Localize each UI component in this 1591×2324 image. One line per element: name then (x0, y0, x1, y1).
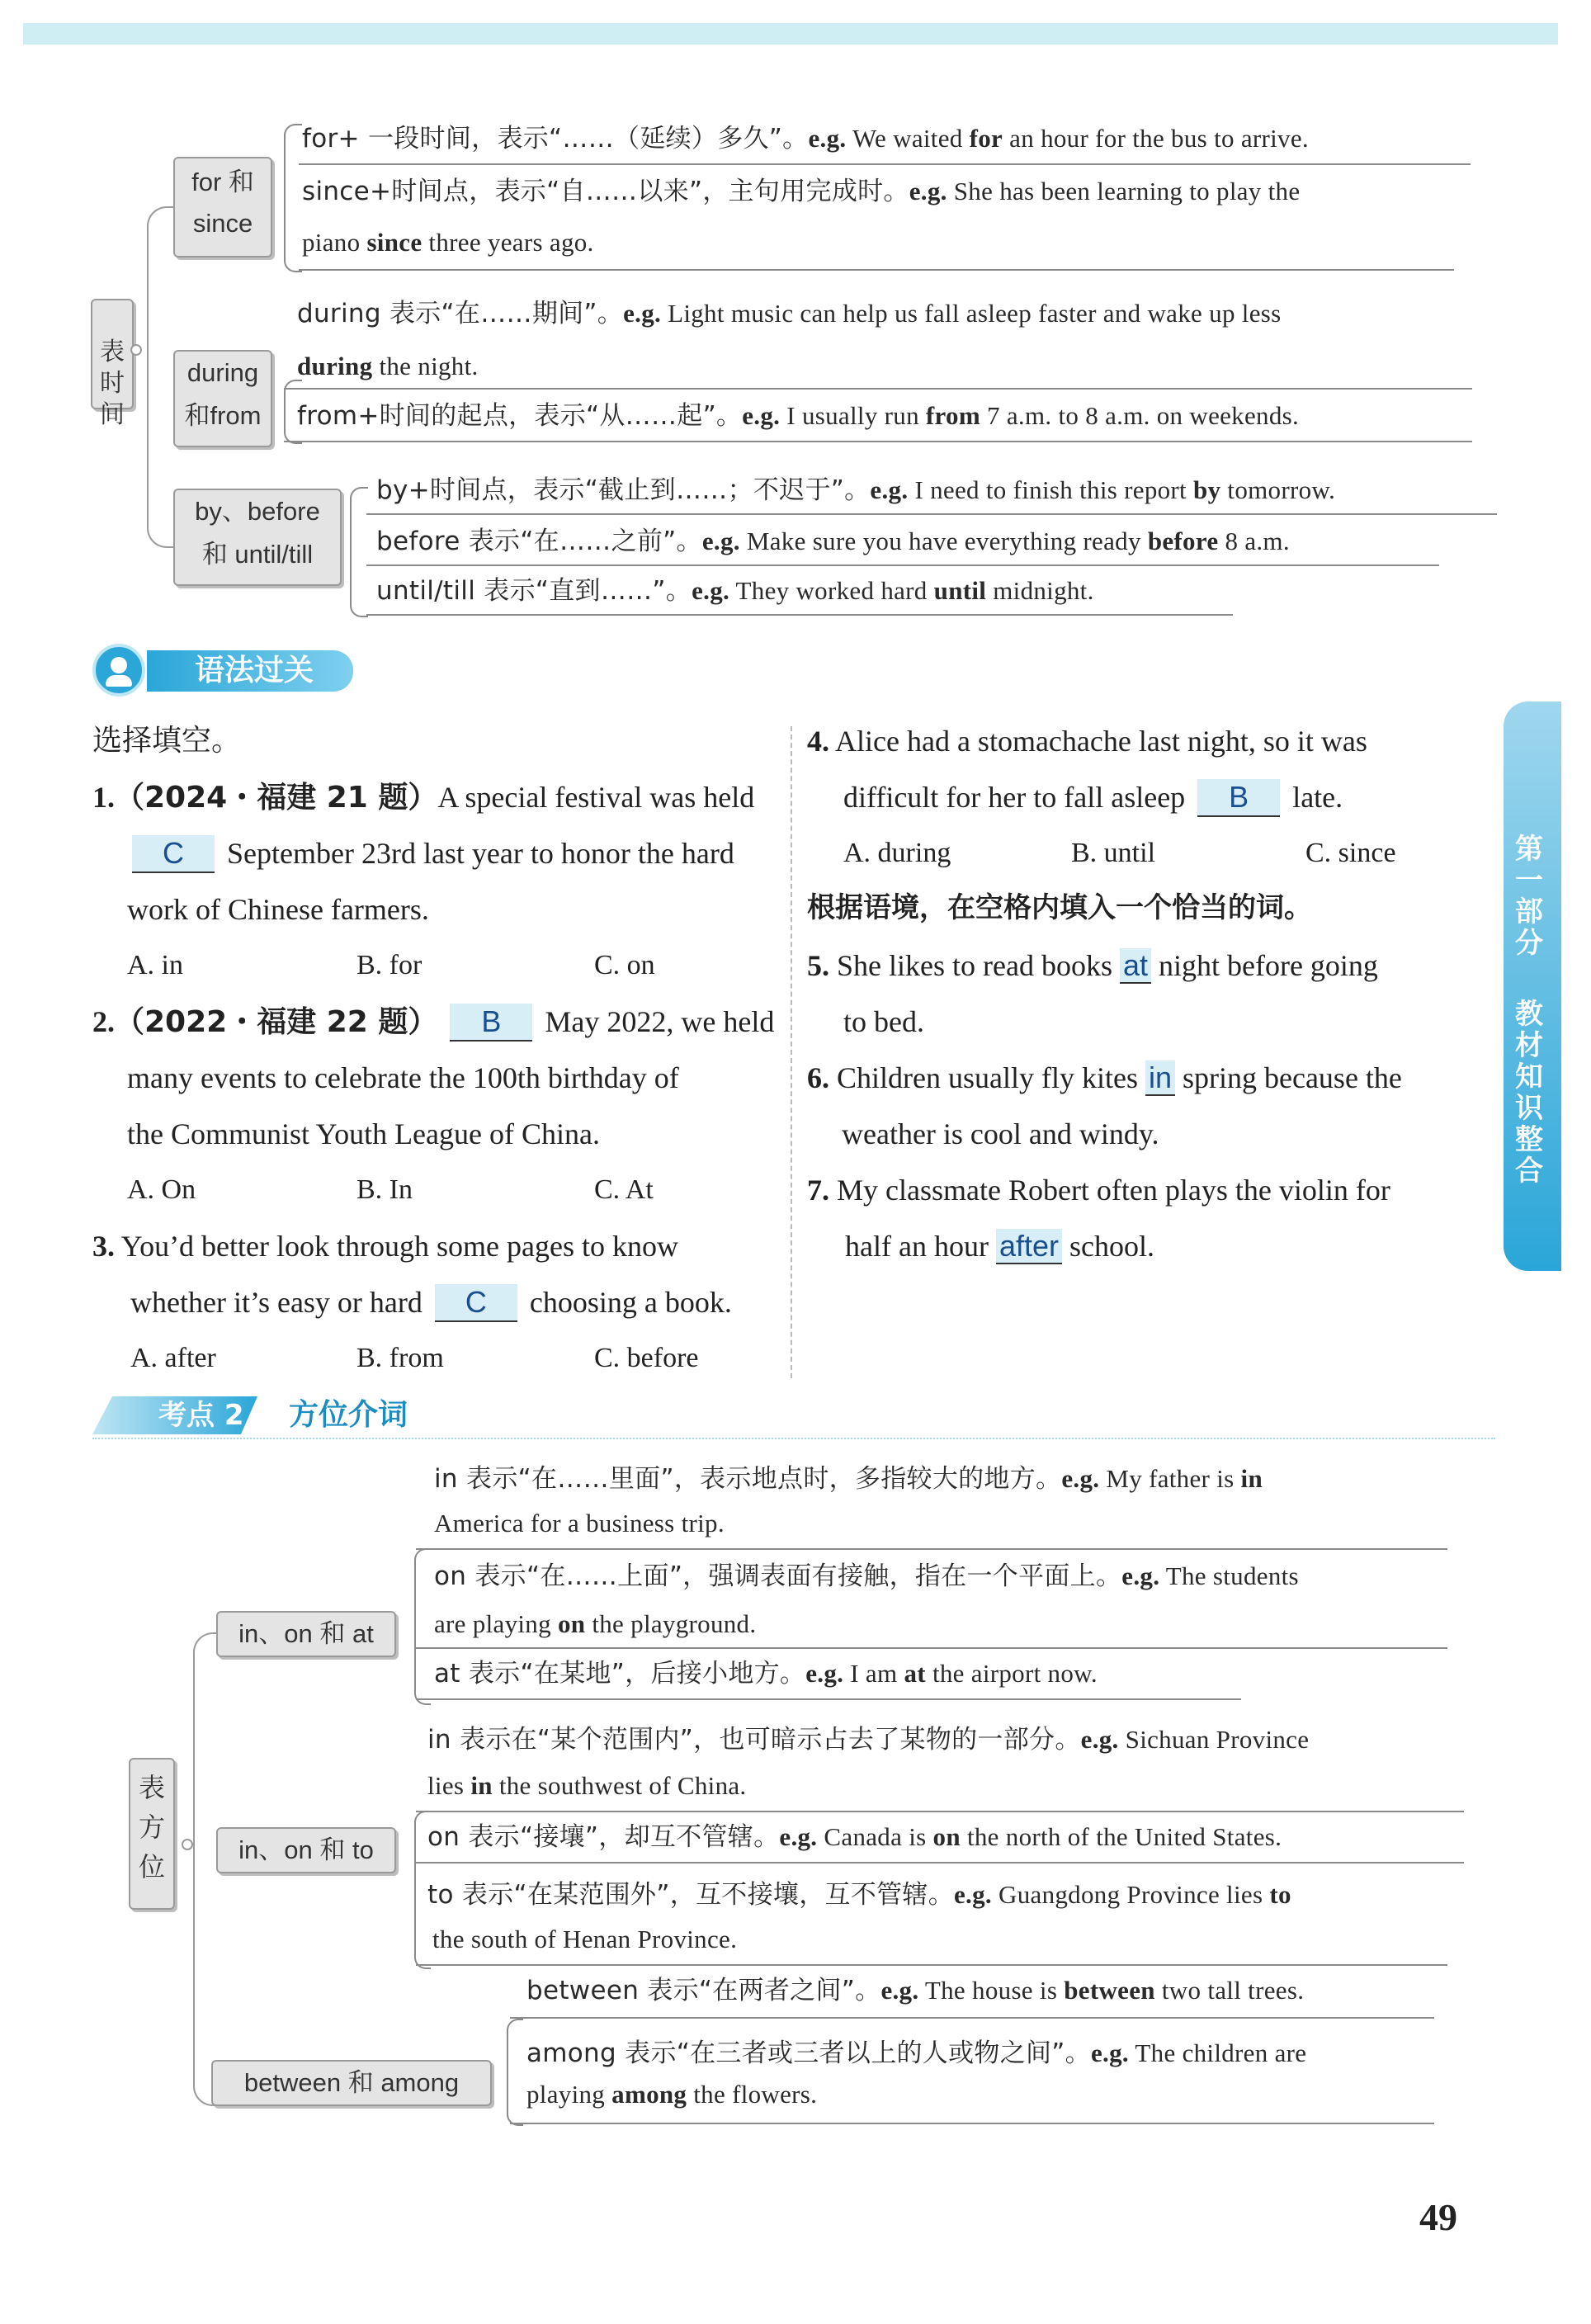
group-label-line: 和from (184, 401, 262, 430)
group-label-between-among: between 和 among (211, 2060, 492, 2106)
entry-line: until/till 表示“直到……”。e.g. They worked hard until midnight. (376, 576, 1094, 606)
group-label-in-on-to: in、on 和 to (216, 1827, 396, 1873)
banner-circle-icon (92, 644, 145, 697)
answer-word[interactable]: in (1145, 1060, 1175, 1096)
divider (366, 614, 1233, 616)
question-1-line3: work of Chinese farmers. (127, 893, 429, 926)
answer-word[interactable]: at (1120, 948, 1151, 984)
question-2-line3: the Communist Youth League of China. (127, 1117, 600, 1150)
option: A. in (127, 950, 183, 980)
option: A. after (130, 1343, 216, 1373)
divider (416, 1964, 1447, 1966)
question-1-line2: C September 23rd last year to honor the hard (127, 835, 734, 873)
entry-line: on 表示“在……上面”，强调表面有接触，指在一个平面上。e.g. The students (434, 1561, 1299, 1591)
answer-blank[interactable]: B (450, 1004, 532, 1042)
root-label-time-text: 表时间 (100, 338, 125, 429)
group-label-line: 和 until/till (201, 540, 314, 569)
divider (366, 564, 1439, 566)
page-number: 49 (1419, 2196, 1457, 2238)
question-3-line2: whether it’s easy or hard C choosing a book. (130, 1284, 732, 1322)
top-color-band (23, 23, 1558, 45)
entry-line: are playing on the playground. (434, 1609, 757, 1638)
sidebar-title-label: 教材知识整合 (1515, 998, 1543, 1188)
entry-line: before 表示“在……之前”。e.g. Make sure you have everything ready before 8 a.m. (376, 527, 1290, 556)
answer-blank[interactable]: C (435, 1284, 517, 1322)
option: B. until (1071, 838, 1156, 868)
divider (416, 1811, 1464, 1812)
point2-title: 方位介词 (289, 1398, 408, 1432)
entry-line: lies in the southwest of China. (427, 1771, 747, 1800)
person-icon (111, 657, 127, 673)
group-label-line: during (186, 358, 259, 387)
option: B. for (356, 950, 423, 980)
entry-line: since+时间点，表示“自……以来”，主句用完成时。e.g. She has been learning to play the (302, 177, 1301, 206)
entry-line: at 表示“在某地”，后接小地方。e.g. I am at the airport now. (434, 1659, 1098, 1689)
entry-line: to 表示“在某范围外”，互不接壤，互不管辖。e.g. Guangdong Province lies to (427, 1880, 1291, 1910)
entry-line: by+时间点，表示“截止到……；不迟于”。e.g. I need to finish this report by tomorrow. (376, 475, 1336, 505)
question-4: 4. Alice had a stomachache last night, so it was (807, 725, 1367, 758)
root-label-place-text: 表方位 (138, 1772, 165, 1882)
time-tree-trunk (147, 206, 173, 548)
point2-badge: 考点 2 (158, 1399, 244, 1432)
grammar-banner (92, 644, 356, 697)
entry-line: from+时间的起点，表示“从……起”。e.g. I usually run from 7 a.m. to 8 a.m. on weekends. (297, 401, 1300, 431)
column-divider (791, 726, 792, 1378)
divider (366, 513, 1497, 515)
divider (284, 388, 1472, 390)
option: C. before (594, 1343, 699, 1373)
entry-line: on 表示“接壤”，却互不管辖。e.g. Canada is on the north of the United States. (427, 1822, 1282, 1852)
entry-line: in 表示在“某个范围内”，也可暗示占去了某物的一部分。e.g. Sichuan Province (427, 1725, 1310, 1755)
question-5: 5. She likes to read books at night before going (807, 948, 1378, 982)
point2-underline (92, 1438, 1495, 1439)
question-6-line2: weather is cool and windy. (842, 1117, 1159, 1150)
answer-blank[interactable]: B (1197, 779, 1280, 817)
divider (299, 269, 1454, 271)
divider (299, 163, 1471, 165)
tree-node (130, 344, 142, 356)
question-6: 6. Children usually fly kites in spring because the (807, 1060, 1402, 1094)
tree-node (182, 1839, 193, 1850)
divider (510, 2017, 1434, 2019)
answer-word[interactable]: after (996, 1229, 1062, 1264)
group-label-during-from (173, 350, 272, 447)
point2-header (92, 1393, 1495, 1439)
entry-line: for+ 一段时间，表示“……（延续）多久”。e.g. We waited for an hour for the bus to arrive. (302, 124, 1309, 154)
sidebar-part-label: 第一部分 (1515, 833, 1543, 960)
divider (416, 1698, 1241, 1700)
entry-line: piano since three years ago. (302, 228, 594, 257)
root-label-place (129, 1758, 175, 1910)
group-label-line: since (192, 209, 253, 238)
entry-line: during the night. (297, 352, 479, 380)
group-bracket (414, 1548, 431, 1705)
entry-line: playing among the flowers. (526, 2080, 818, 2109)
option: C. since (1305, 838, 1396, 868)
instruction-fill: 根据语境，在空格内填入一个恰当的词。 (807, 891, 1312, 924)
option: A. during (843, 838, 951, 868)
instruction-choose: 选择填空。 (92, 724, 242, 758)
question-2: 2.（2022・福建 22 题） B May 2022, we held (92, 1004, 774, 1042)
divider (416, 1647, 1447, 1649)
group-bracket (284, 124, 302, 272)
entry-line: among 表示“在三者或三者以上的人或物之间”。e.g. The children are (526, 2038, 1307, 2068)
entry-line: between 表示“在两者之间”。e.g. The house is between two tall trees. (526, 1976, 1305, 2005)
question-1: 1.（2024・福建 21 题）A special festival was held (92, 781, 755, 815)
option: B. In (356, 1174, 413, 1205)
option: A. On (127, 1174, 196, 1205)
question-7-line2: half an hour after school. (845, 1229, 1154, 1263)
place-tree-trunk (193, 1632, 218, 2106)
group-label-in-on-at: in、on 和 at (216, 1611, 396, 1657)
question-7: 7. My classmate Robert often plays the violin for (807, 1174, 1390, 1207)
entry-line: the south of Henan Province. (432, 1925, 738, 1953)
entry-line: during 表示“在……期间”。e.g. Light music can help us fall asleep faster and wake up less (297, 299, 1282, 328)
option: C. At (594, 1174, 654, 1205)
entry-line: America for a business trip. (434, 1509, 725, 1538)
divider (416, 1548, 1447, 1550)
question-2-line2: many events to celebrate the 100th birthday of (127, 1061, 679, 1094)
group-bracket (507, 2019, 523, 2126)
entry-line: in 表示“在……里面”，表示地点时，多指较大的地方。e.g. My father is in (434, 1464, 1263, 1494)
option: C. on (594, 950, 655, 980)
divider (284, 441, 1472, 442)
question-5-line2: to bed. (843, 1005, 924, 1038)
group-label-line: by、before (195, 497, 320, 526)
divider (416, 1862, 1464, 1863)
option: B. from (356, 1343, 444, 1373)
answer-blank[interactable]: C (132, 835, 215, 873)
group-label-by-before-until (173, 489, 342, 586)
question-3: 3. You’d better look through some pages to know (92, 1230, 678, 1263)
divider (510, 2123, 1434, 2124)
group-label-line: for 和 (191, 168, 254, 196)
group-bracket (350, 487, 368, 617)
banner-title: 语法过关 (195, 654, 314, 687)
group-label-for-since (173, 157, 272, 257)
question-4-line2: difficult for her to fall asleep B late. (843, 779, 1343, 817)
root-label-time (91, 299, 134, 429)
